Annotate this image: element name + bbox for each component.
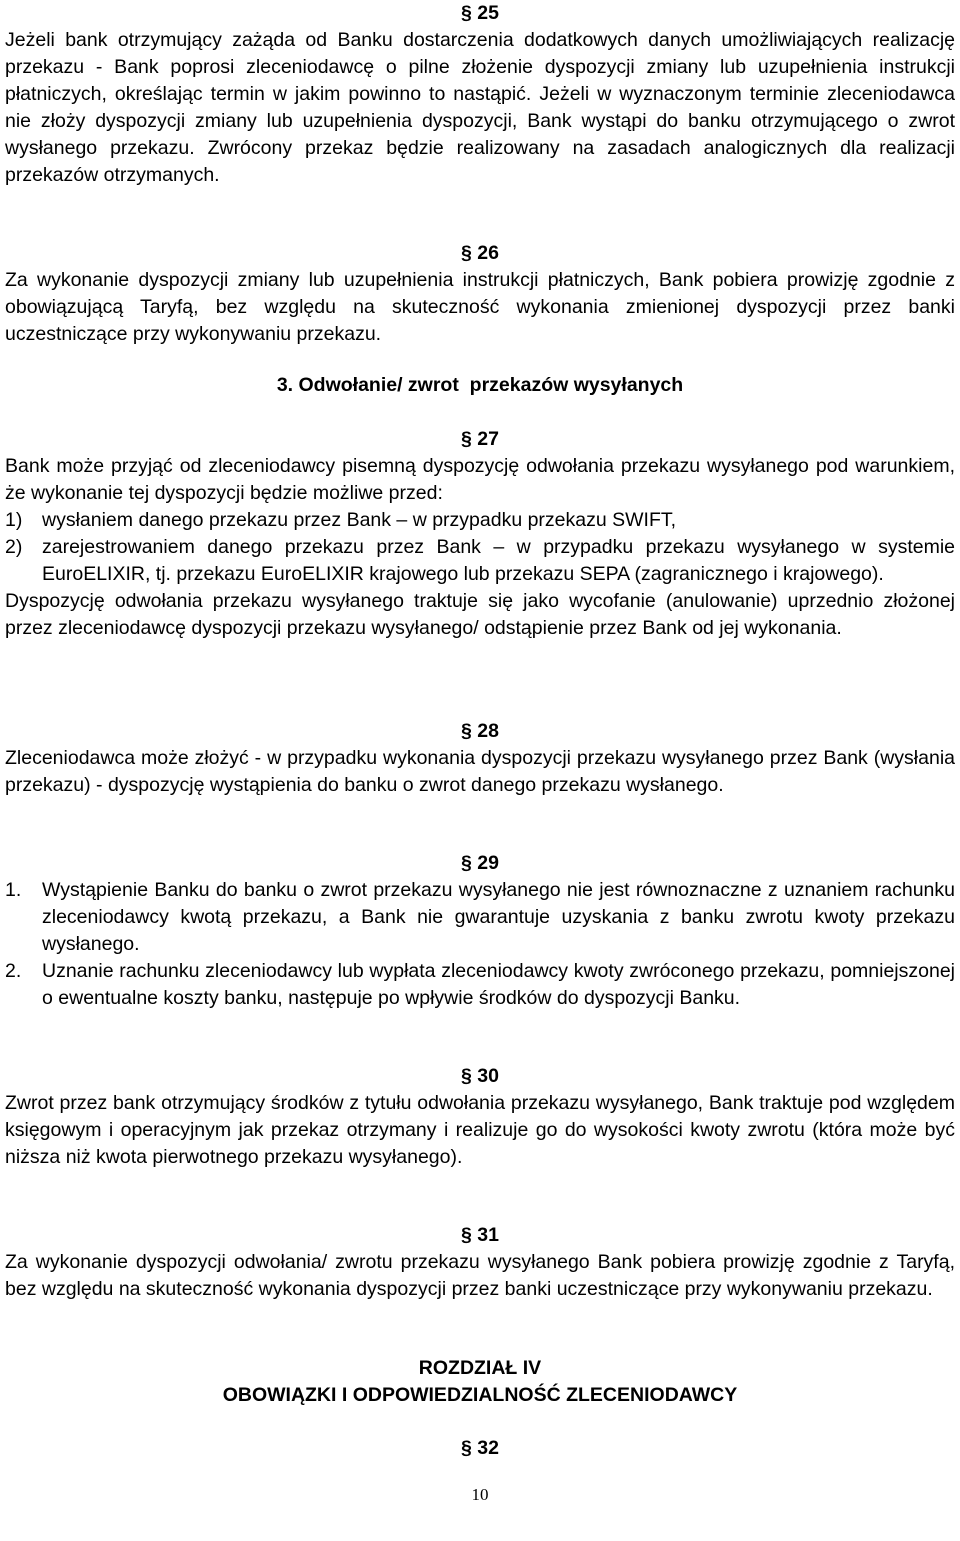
section-28-heading [5, 718, 955, 745]
section-sign: § [461, 2, 472, 24]
section-sign: § [461, 428, 472, 450]
section-29-body [5, 877, 955, 1012]
list-marker: 2) [5, 536, 23, 558]
section-30-heading [5, 1063, 955, 1090]
section-sign: § [461, 720, 472, 742]
section-number: 30 [477, 1065, 499, 1087]
section-26-text: Za wykonanie dyspozycji zmiany lub uzupełnienia instrukcji płatniczych, Bank pobiera prowizję zgodnie z obowiązującą Taryfą, bez względu na skuteczność wykonania zmienionej dyspozycji przez banki uczestniczące przy wykonywaniu przekazu. [5, 269, 955, 345]
section-31-heading [5, 1222, 955, 1249]
section-sign: § [461, 242, 472, 264]
section-number: 29 [477, 852, 499, 874]
section-25-text: Jeżeli bank otrzymujący zażąda od Banku dostarczenia dodatkowych danych umożliwiających realizację przekazu - Bank poprosi zleceniodawcę o pilne złożenie dyspozycji zmiany lub uzupełnienia instrukcji płatniczych, określając termin w jakim powinno to nastąpić. Jeżeli w wyznaczonym terminie zleceniodawca nie złoży dyspozycji zmiany lub uzupełnienia dyspozycji, Bank wystąpi do banku otrzymującego o zwrot wysłanego przekazu. Zwrócony przekaz będzie realizowany na zasadach analogicznych dla realizacji przekazów otrzymanych. [5, 29, 955, 186]
list-item [5, 958, 955, 1012]
list-item-text: wysłaniem danego przekazu przez Bank – w przypadku przekazu SWIFT, [42, 509, 677, 531]
section-27-body [5, 453, 955, 642]
section-sign: § [461, 852, 472, 874]
list-item [5, 507, 955, 534]
section-29-heading [5, 850, 955, 877]
section-27-outro: Dyspozycję odwołania przekazu wysyłanego traktuje się jako wycofanie (anulowanie) uprzednio złożonej przez zleceniodawcę dyspozycji przekazu wysyłanego/ odstąpienie przez Bank od jej wykonania. [5, 590, 955, 639]
list-item-text: zarejestrowaniem danego przekazu przez Bank – w przypadku przekazu wysyłanego w systemie EuroELIXIR, tj. przekazu EuroELIXIR krajowego lub przekazu SEPA (zagranicznego i krajowego). [42, 536, 955, 585]
section-31-text: Za wykonanie dyspozycji odwołania/ zwrotu przekazu wysyłanego Bank pobiera prowizję zgodnie z Taryfą, bez względu na skuteczność wykonania dyspozycji przez banki uczestniczące przy wykonywaniu przekazu. [5, 1251, 955, 1300]
section-32-heading [5, 1435, 955, 1462]
section-number: 32 [477, 1437, 499, 1459]
section-25-heading [5, 0, 955, 27]
section-sign: § [461, 1437, 472, 1459]
section-26-heading [5, 240, 955, 267]
chapter-title: ROZDZIAŁ IV [418, 1357, 542, 1379]
list-marker: 1) [5, 509, 23, 531]
section-27-intro: Bank może przyjąć od zleceniodawcy pisemną dyspozycję odwołania przekazu wysyłanego pod warunkiem, że wykonanie tej dyspozycji będzie możliwe przed: [5, 455, 955, 504]
section-number: 27 [477, 428, 499, 450]
list-item-text: Wystąpienie Banku do banku o zwrot przekazu wysyłanego nie jest równoznaczne z uznaniem rachunku zleceniodawcy kwotą przekazu, a Bank nie gwarantuje uzyskania z banku zwrotu kwoty przekazu wysłanego. [42, 879, 955, 955]
section-number: 28 [477, 720, 499, 742]
list-marker: 2. [5, 960, 22, 982]
subchapter-heading: 3. Odwołanie/ zwrot przekazów wysyłanych [276, 374, 684, 396]
section-27-heading [5, 426, 955, 453]
section-sign: § [461, 1224, 472, 1246]
section-number: 26 [477, 242, 499, 264]
chapter-subtitle: OBOWIĄZKI I ODPOWIEDZIALNOŚĆ ZLECENIODAWCY [222, 1384, 738, 1406]
section-number: 31 [477, 1224, 499, 1246]
section-sign: § [461, 1065, 472, 1087]
section-30-text: Zwrot przez bank otrzymujący środków z tytułu odwołania przekazu wysyłanego, Bank traktuje pod względem księgowym i operacyjnym jak przekaz otrzymany i realizuje go do wysokości kwoty zwrotu (która może być niższa niż kwota pierwotnego przekazu wysyłanego). [5, 1092, 955, 1168]
list-item-text: Uznanie rachunku zleceniodawcy lub wypłata zleceniodawcy kwoty zwróconego przekazu, pomniejszonej o ewentualne koszty banku, następuje po wpływie środków do dyspozycji Banku. [42, 960, 955, 1009]
list-item [5, 534, 955, 588]
page-number: 10 [471, 1485, 489, 1504]
section-28-text: Zleceniodawca może złożyć - w przypadku wykonania dyspozycji przekazu wysyłanego przez Bank (wysłania przekazu) - dyspozycję wystąpienia do banku o zwrot danego przekazu wysłanego. [5, 747, 955, 796]
list-marker: 1. [5, 879, 22, 901]
section-number: 25 [477, 2, 499, 24]
list-item [5, 877, 955, 958]
